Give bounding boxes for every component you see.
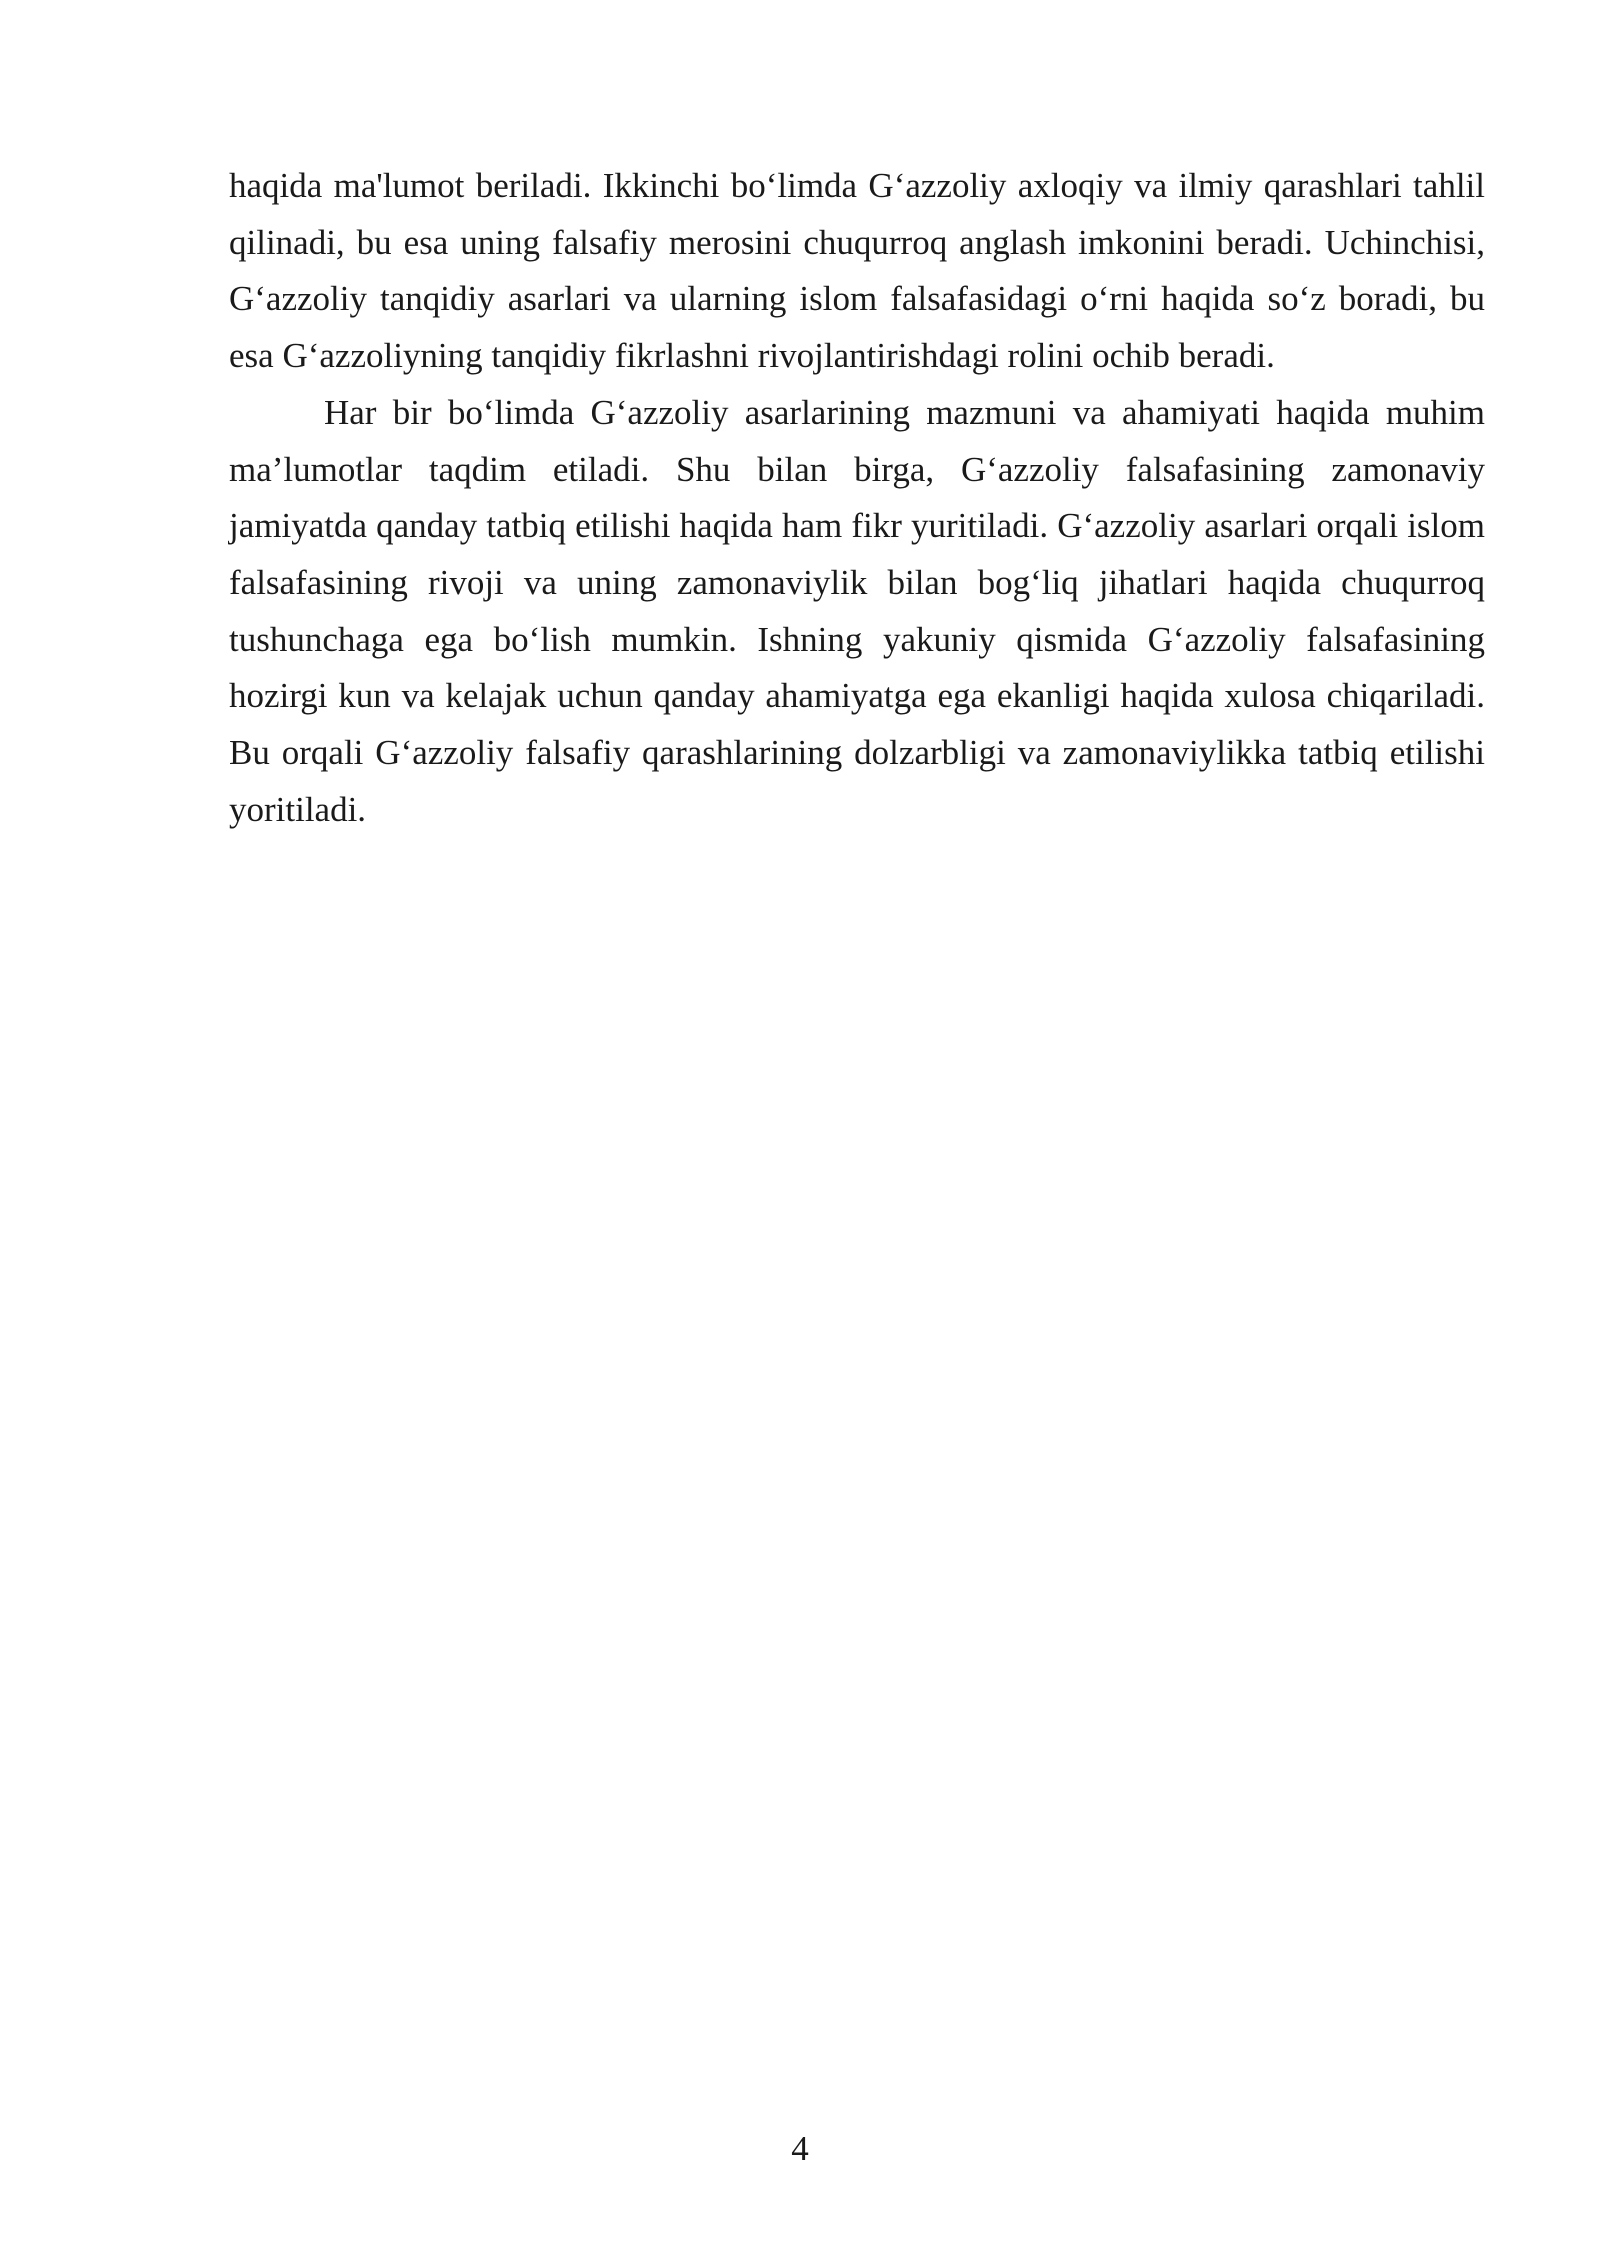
body-text <box>229 158 1485 838</box>
page-number: 4 <box>791 2129 809 2168</box>
paragraph-sections-overview: Har bir bo‘limda G‘azzoliy asarlarining mazmuni va ahamiyati haqida muhim ma’lumotlar taqdim etiladi. Shu bilan birga, G‘azzoliy falsafasining zamonaviy jamiyatda qanday tatbiq etilishi haqida ham fikr yuritiladi. G‘azzoliy asarlari orqali islom falsafasining rivoji va uning zamonaviylik bilan bog‘liq jihatlari haqida chuqurroq tushunchaga ega bo‘lish mumkin. Ishning yakuniy qismida G‘azzoliy falsafasining hozirgi kun va kelajak uchun qanday ahamiyatga ega ekanligi haqida xulosa chiqariladi. Bu orqali G‘azzoliy falsafiy qarashlarining dolzarbligi va zamonaviylikka tatbiq etilishi yoritiladi. <box>229 392 1485 829</box>
paragraph-continuation: haqida ma'lumot beriladi. Ikkinchi bo‘limda G‘azzoliy axloqiy va ilmiy qarashlari tahlil qilinadi, bu esa uning falsafiy merosini chuqurroq anglash imkonini beradi. Uchinchisi, G‘azzoliy tanqidiy asarlari va ularning islom falsafasidagi o‘rni haqida so‘z boradi, bu esa G‘azzoliyning tanqidiy fikrlashni rivojlantirishdagi rolini ochib beradi. <box>229 166 1485 376</box>
